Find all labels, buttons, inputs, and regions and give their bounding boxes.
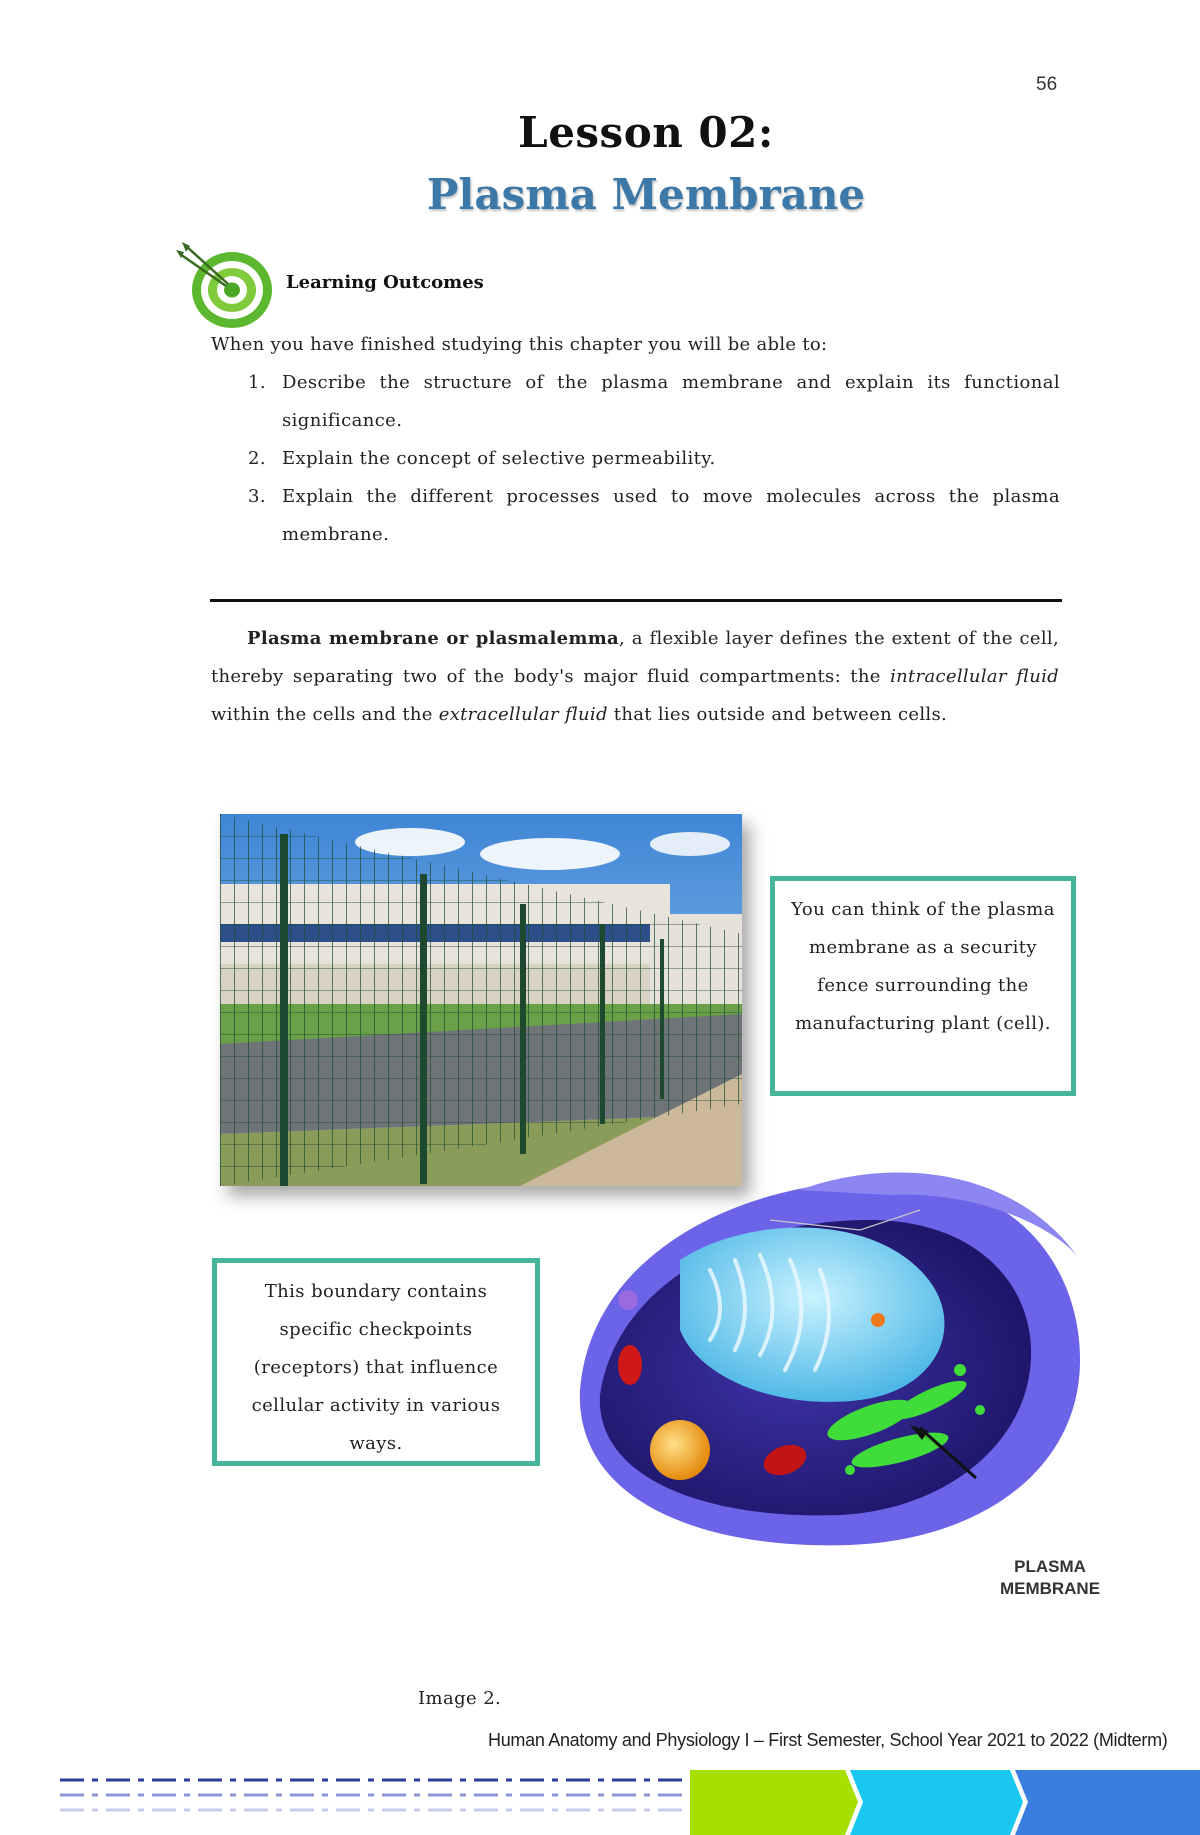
footer-decoration <box>0 1762 1200 1835</box>
callout-boundary: This boundary contains specific checkpoints (receptors) that influence cellular activity in various ways. <box>212 1258 540 1466</box>
lesson-title: Lesson 02: <box>518 108 774 157</box>
term-extracellular: extracellular fluid <box>438 704 608 725</box>
image-caption: Image 2. <box>418 1688 502 1709</box>
intro-paragraph <box>211 620 1059 734</box>
fence-photo <box>220 814 742 1186</box>
target-icon <box>176 240 278 330</box>
section-divider <box>210 599 1062 602</box>
outcome-text: Describe the structure of the plasma membrane and explain its functional significance. <box>282 372 1060 431</box>
label-line: MEMBRANE <box>999 1579 1101 1598</box>
outcomes-intro: When you have finished studying this chapter you will be able to: <box>211 334 828 355</box>
outcome-item-2 <box>248 440 1060 478</box>
outcome-text: Explain the different processes used to move molecules across the plasma membrane. <box>282 486 1060 545</box>
label-line: PLASMA <box>1014 1557 1086 1576</box>
outcome-number: 1. <box>248 372 266 393</box>
lesson-subtitle: Plasma Membrane <box>426 170 866 219</box>
key-term: Plasma membrane or plasmalemma <box>247 628 620 649</box>
paragraph-text: that lies outside and between cells. <box>607 704 948 725</box>
paragraph-text: , a flexible layer defines the extent of the cell, thereby separating two of the body's major fluid compartments: the <box>211 628 1059 687</box>
outcome-number: 3. <box>248 486 266 507</box>
plasma-membrane-label <box>980 1556 1120 1600</box>
outcome-number: 2. <box>248 448 266 469</box>
term-intracellular: intracellular fluid <box>890 666 1059 687</box>
outcome-item-1 <box>248 364 1060 440</box>
paragraph-text: within the cells and the <box>211 704 439 725</box>
outcome-item-3 <box>248 478 1060 554</box>
outcomes-heading: Learning Outcomes <box>286 272 484 293</box>
callout-fence: You can think of the plasma membrane as a security fence surrounding the manufacturing plant (cell). <box>770 876 1076 1096</box>
cell-illustration <box>560 1150 1100 1570</box>
outcome-text: Explain the concept of selective permeability. <box>282 448 716 469</box>
page-number: 56 <box>1036 74 1058 95</box>
footer-text: Human Anatomy and Physiology I – First Semester, School Year 2021 to 2022 (Midterm) <box>488 1730 1168 1750</box>
